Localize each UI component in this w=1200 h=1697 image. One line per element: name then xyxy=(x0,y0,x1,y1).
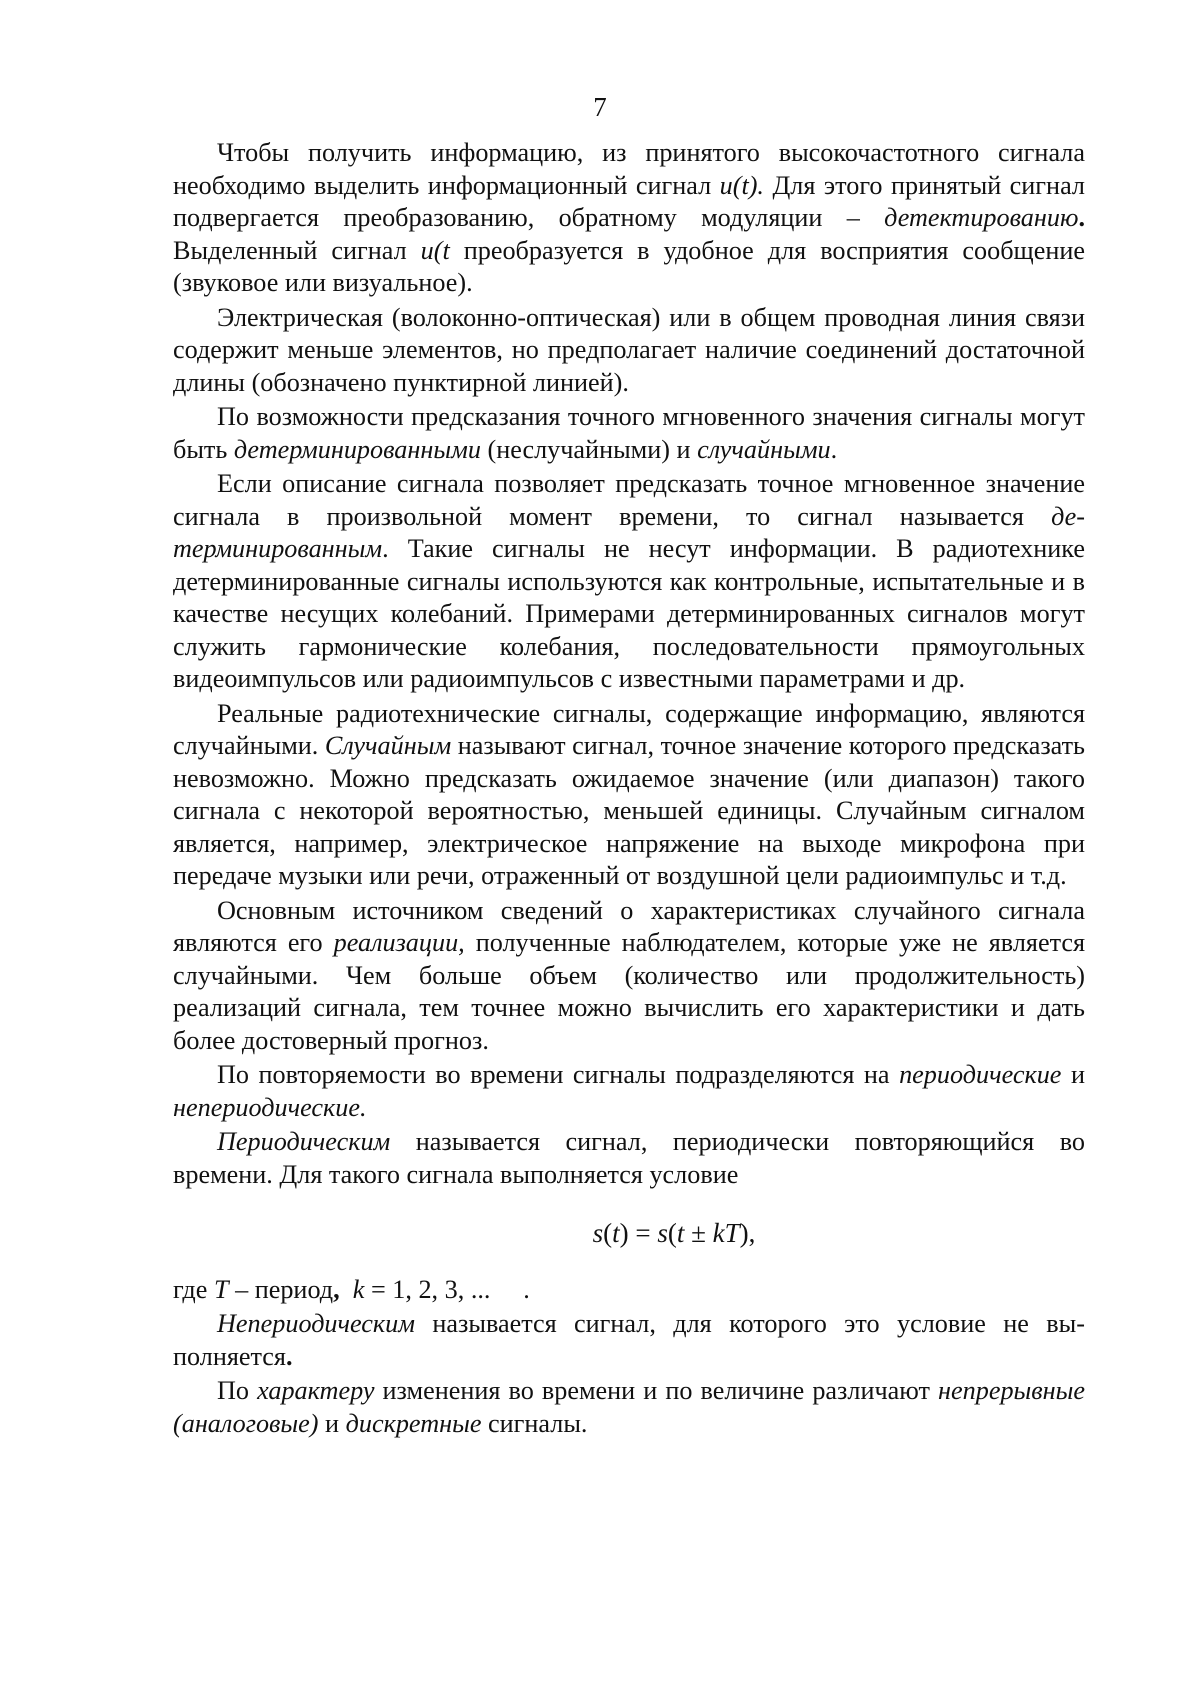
paragraph-5 xyxy=(173,698,1085,893)
text-run: преобразуется в удобное для восприятия сообщение (звуковое или визуальное). xyxy=(173,236,1085,298)
text-run-italic: T xyxy=(214,1275,229,1304)
text-run-italic: дискретные xyxy=(346,1409,482,1438)
text-run-italic: Непериодическим xyxy=(217,1309,415,1338)
text-run: Если описание сигнала позволяет предсказать точное мгновенное зна­чение сигнала в произвольной момент времени, то сигнал называется xyxy=(173,469,1085,531)
text-run: . xyxy=(831,435,838,464)
text-run: Для этого принятый сигнал подвергается преобразованию, обратному модуляции – xyxy=(173,171,1085,233)
paragraph-7 xyxy=(173,1059,1085,1124)
text-run: По повторяемости во времени сигналы подразделяются на xyxy=(217,1060,899,1089)
formula-part: ± xyxy=(684,1218,712,1248)
formula-part: s xyxy=(593,1218,604,1248)
text-run: называется сигнал, периодически повторяющийся во времени. Для такого сигнала выполняется условие xyxy=(173,1127,1085,1189)
text-run: называют сигнал, точное значение которого предсказать невозможно. Можно предсказать ожидаемое значение (или диапазон) такого сигнала с некоторой вероятностью, меньшей единицы. Случайным сигналом является, например, электрическое напряжение на выходе микрофона при передаче музыки или речи, отраженный от воз­душной цели радиоимпульс и т.д. xyxy=(173,731,1085,890)
text-run: и xyxy=(1061,1060,1085,1089)
text-run-bold: . xyxy=(286,1342,293,1371)
text-run: Реальные радиотехнические сигналы, содержащие информацию, явля­ются случайными. xyxy=(173,699,1085,761)
text-run-italic: u(t). xyxy=(720,171,764,200)
formula-part: ), xyxy=(740,1218,756,1248)
text-run-bold: , xyxy=(333,1275,340,1304)
text-run: . Такие сигналы не несут информации. В радиотехнике детерминированные сигналы используются как контрольные, испытатель­ные и в качестве несущих колебаний. Примерами детерминированных сиг­налов могут служить гармонические колебания, последовательности пря­моугольных видеоимпульсов или радиоимпульсов с известными парамет­рами и др. xyxy=(173,534,1085,693)
text-run-italic: непериодические. xyxy=(173,1093,367,1122)
text-run-italic: случайными xyxy=(697,435,831,464)
text-run: (неслучайными) и xyxy=(481,435,697,464)
formula-part: ) = xyxy=(620,1218,658,1248)
text-run-italic: u(t xyxy=(421,236,450,265)
text-run-italic: характеру xyxy=(257,1376,374,1405)
paragraph-9 xyxy=(173,1308,1085,1373)
paragraph-10 xyxy=(173,1375,1085,1440)
text-run-italic: де­терминированным xyxy=(173,502,1085,564)
document-page xyxy=(0,0,1200,1697)
text-run-italic: непре­рывные (аналоговые) xyxy=(173,1376,1085,1438)
text-run: называется сигнал, для которого это условие не вы­полняется xyxy=(173,1309,1085,1371)
text-run: Основным источником сведений о характеристиках случайного сигнала являются его xyxy=(173,896,1085,958)
text-run xyxy=(340,1275,353,1304)
text-run: где xyxy=(173,1275,214,1304)
text-run-bold: . xyxy=(1078,203,1085,232)
paragraph-4 xyxy=(173,468,1085,696)
text-run-italic: k xyxy=(353,1275,365,1304)
paragraph-8 xyxy=(173,1126,1085,1191)
formula-part: kT xyxy=(713,1218,740,1248)
text-run: Чтобы получить информацию, из принятого высокочастотного сигнала необходимо выделить информационный сигнал xyxy=(173,138,1085,200)
periodicity-formula xyxy=(173,1217,1085,1250)
formula-part: t xyxy=(612,1218,620,1248)
formula-part: s xyxy=(657,1218,668,1248)
text-run: полученные наблюдателем, которые уже не яв­ляется случайными. Чем больше объем (количество или продолжитель­ность) реализаций сигнала, тем точнее можно вычислить его характери­стики и дать более достоверный прогноз. xyxy=(173,928,1085,1055)
text-run: Выделенный сигнал xyxy=(173,236,421,265)
text-run-italic: реализации, xyxy=(334,928,465,957)
text-run-italic: периодиче­ские xyxy=(899,1060,1061,1089)
text-run: сигналы. xyxy=(481,1409,587,1438)
formula-part: ( xyxy=(668,1218,677,1248)
text-run: = 1, 2, 3, ... . xyxy=(364,1275,529,1304)
paragraph-6 xyxy=(173,895,1085,1058)
formula-legend xyxy=(173,1274,1085,1307)
text-run-italic: Случайным xyxy=(325,731,451,760)
paragraph-2: Электрическая (волоконно-оптическая) или в общем проводная линия связи содержит меньше элементов, но предполагает наличие соединений достаточной длины (обозначено пунктирной линией). xyxy=(173,302,1085,400)
formula-part: ( xyxy=(603,1218,612,1248)
paragraph-3 xyxy=(173,401,1085,466)
text-run: – период xyxy=(229,1275,334,1304)
body-text xyxy=(173,137,1085,1442)
text-run: и xyxy=(319,1409,346,1438)
text-run: По возможности предсказания точного мгновенного значения сигналы могут быть xyxy=(173,402,1085,464)
text-run: изменения во времени и по величине различают xyxy=(374,1376,938,1405)
text-run-italic: Периодическим xyxy=(217,1127,390,1156)
formula-part: t xyxy=(677,1218,685,1248)
paragraph-1 xyxy=(173,137,1085,300)
text-run-italic: детерминированными xyxy=(234,435,481,464)
text-run-italic: детектиро­ванию xyxy=(884,203,1078,232)
page-number: 7 xyxy=(0,92,1200,123)
text-run: По xyxy=(217,1376,257,1405)
